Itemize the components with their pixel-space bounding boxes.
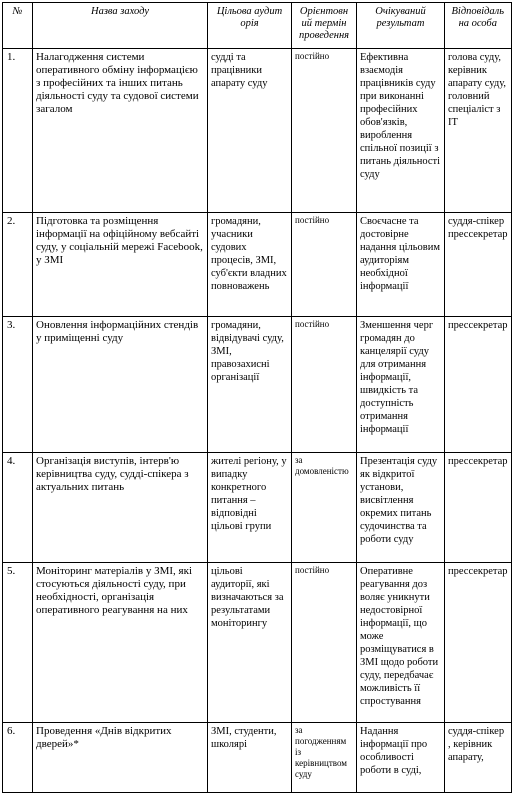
expected-result: Своєчасне та достовірне надання цільовим аудиторіям необхідної інформації bbox=[357, 213, 445, 317]
target-audience: ЗМІ, студенти, школярі bbox=[208, 723, 292, 793]
expected-result: Презентація суду як відкритої установи, висвітлення окремих питань судочинства та роботи суду bbox=[357, 453, 445, 563]
responsible-person: суддя-спікер , керівник апарату, bbox=[445, 723, 512, 793]
target-audience: судді та працівники апарату суду bbox=[208, 49, 292, 213]
header-event-name: Назва заходу bbox=[33, 3, 208, 49]
table-row bbox=[3, 563, 512, 723]
approximate-term: за погодженням із керівництвом суду bbox=[292, 723, 357, 793]
responsible-person: прессекретар bbox=[445, 317, 512, 453]
approximate-term: постійно bbox=[292, 213, 357, 317]
row-number: 2. bbox=[3, 213, 33, 317]
expected-result: Надання інформації про особливості роботи в суді, bbox=[357, 723, 445, 793]
target-audience: громадяни, відвідувачі суду, ЗМІ, правозахисні організації bbox=[208, 317, 292, 453]
responsible-person: голова суду, керівник апарату суду, головний спеціаліст з ІТ bbox=[445, 49, 512, 213]
responsible-person: прессекретар bbox=[445, 563, 512, 723]
table-row bbox=[3, 317, 512, 453]
row-number: 5. bbox=[3, 563, 33, 723]
responsible-person: суддя-спікер прессекретар bbox=[445, 213, 512, 317]
event-name: Моніторинг матеріалів у ЗМІ, які стосуються діяльності суду, при необхідності, організація оперативного реагування на них bbox=[33, 563, 208, 723]
expected-result: Оперативне реагування доз воляє уникнути недостовірної інформації, що може розміщуватися в ЗМІ щодо роботи суду, передбачає можливість її спростування bbox=[357, 563, 445, 723]
row-number: 4. bbox=[3, 453, 33, 563]
expected-result: Ефективна взаємодія працівників суду при виконанні професійних обов'язків, вироблення спільної позиції з питань діяльності суду bbox=[357, 49, 445, 213]
event-name: Підготовка та розміщення інформації на офіційному вебсайті суду, у соціальній мережі Facebook, у ЗМІ bbox=[33, 213, 208, 317]
target-audience: жителі регіону, у випадку конкретного питання – відповідні цільові групи bbox=[208, 453, 292, 563]
row-number: 1. bbox=[3, 49, 33, 213]
responsible-person: прессекретар bbox=[445, 453, 512, 563]
approximate-term: постійно bbox=[292, 563, 357, 723]
event-name: Налагодження системи оперативного обміну інформацією з професійних та інших питань діяльності суду та судової системи загалом bbox=[33, 49, 208, 213]
header-approximate-term: Орієнтовн ий термін проведення bbox=[292, 3, 357, 49]
header-expected-result: Очікуваний результат bbox=[357, 3, 445, 49]
events-table bbox=[2, 2, 512, 793]
event-name: Організація виступів, інтерв'ю керівництва суду, судді-спікера з актуальних питань bbox=[33, 453, 208, 563]
event-name: Оновлення інформаційних стендів у приміщенні суду bbox=[33, 317, 208, 453]
header-number: № bbox=[3, 3, 33, 49]
target-audience: громадяни, учасники судових процесів, ЗМІ, суб'єкти владних повноважень bbox=[208, 213, 292, 317]
approximate-term: постійно bbox=[292, 317, 357, 453]
table-row bbox=[3, 49, 512, 213]
expected-result: Зменшення черг громадян до канцелярії суду для отримання інформації, швидкість та доступність отримання інформації bbox=[357, 317, 445, 453]
target-audience: цільові аудиторії, які визначаються за результатами моніторингу bbox=[208, 563, 292, 723]
header-target-audience: Цільова аудит орія bbox=[208, 3, 292, 49]
approximate-term: постійно bbox=[292, 49, 357, 213]
approximate-term: за домовленістю bbox=[292, 453, 357, 563]
row-number: 3. bbox=[3, 317, 33, 453]
header-row bbox=[3, 3, 512, 49]
table-row bbox=[3, 213, 512, 317]
header-responsible: Відповідаль на особа bbox=[445, 3, 512, 49]
row-number: 6. bbox=[3, 723, 33, 793]
table-row bbox=[3, 723, 512, 793]
table-row bbox=[3, 453, 512, 563]
event-name: Проведення «Днів відкритих дверей»* bbox=[33, 723, 208, 793]
